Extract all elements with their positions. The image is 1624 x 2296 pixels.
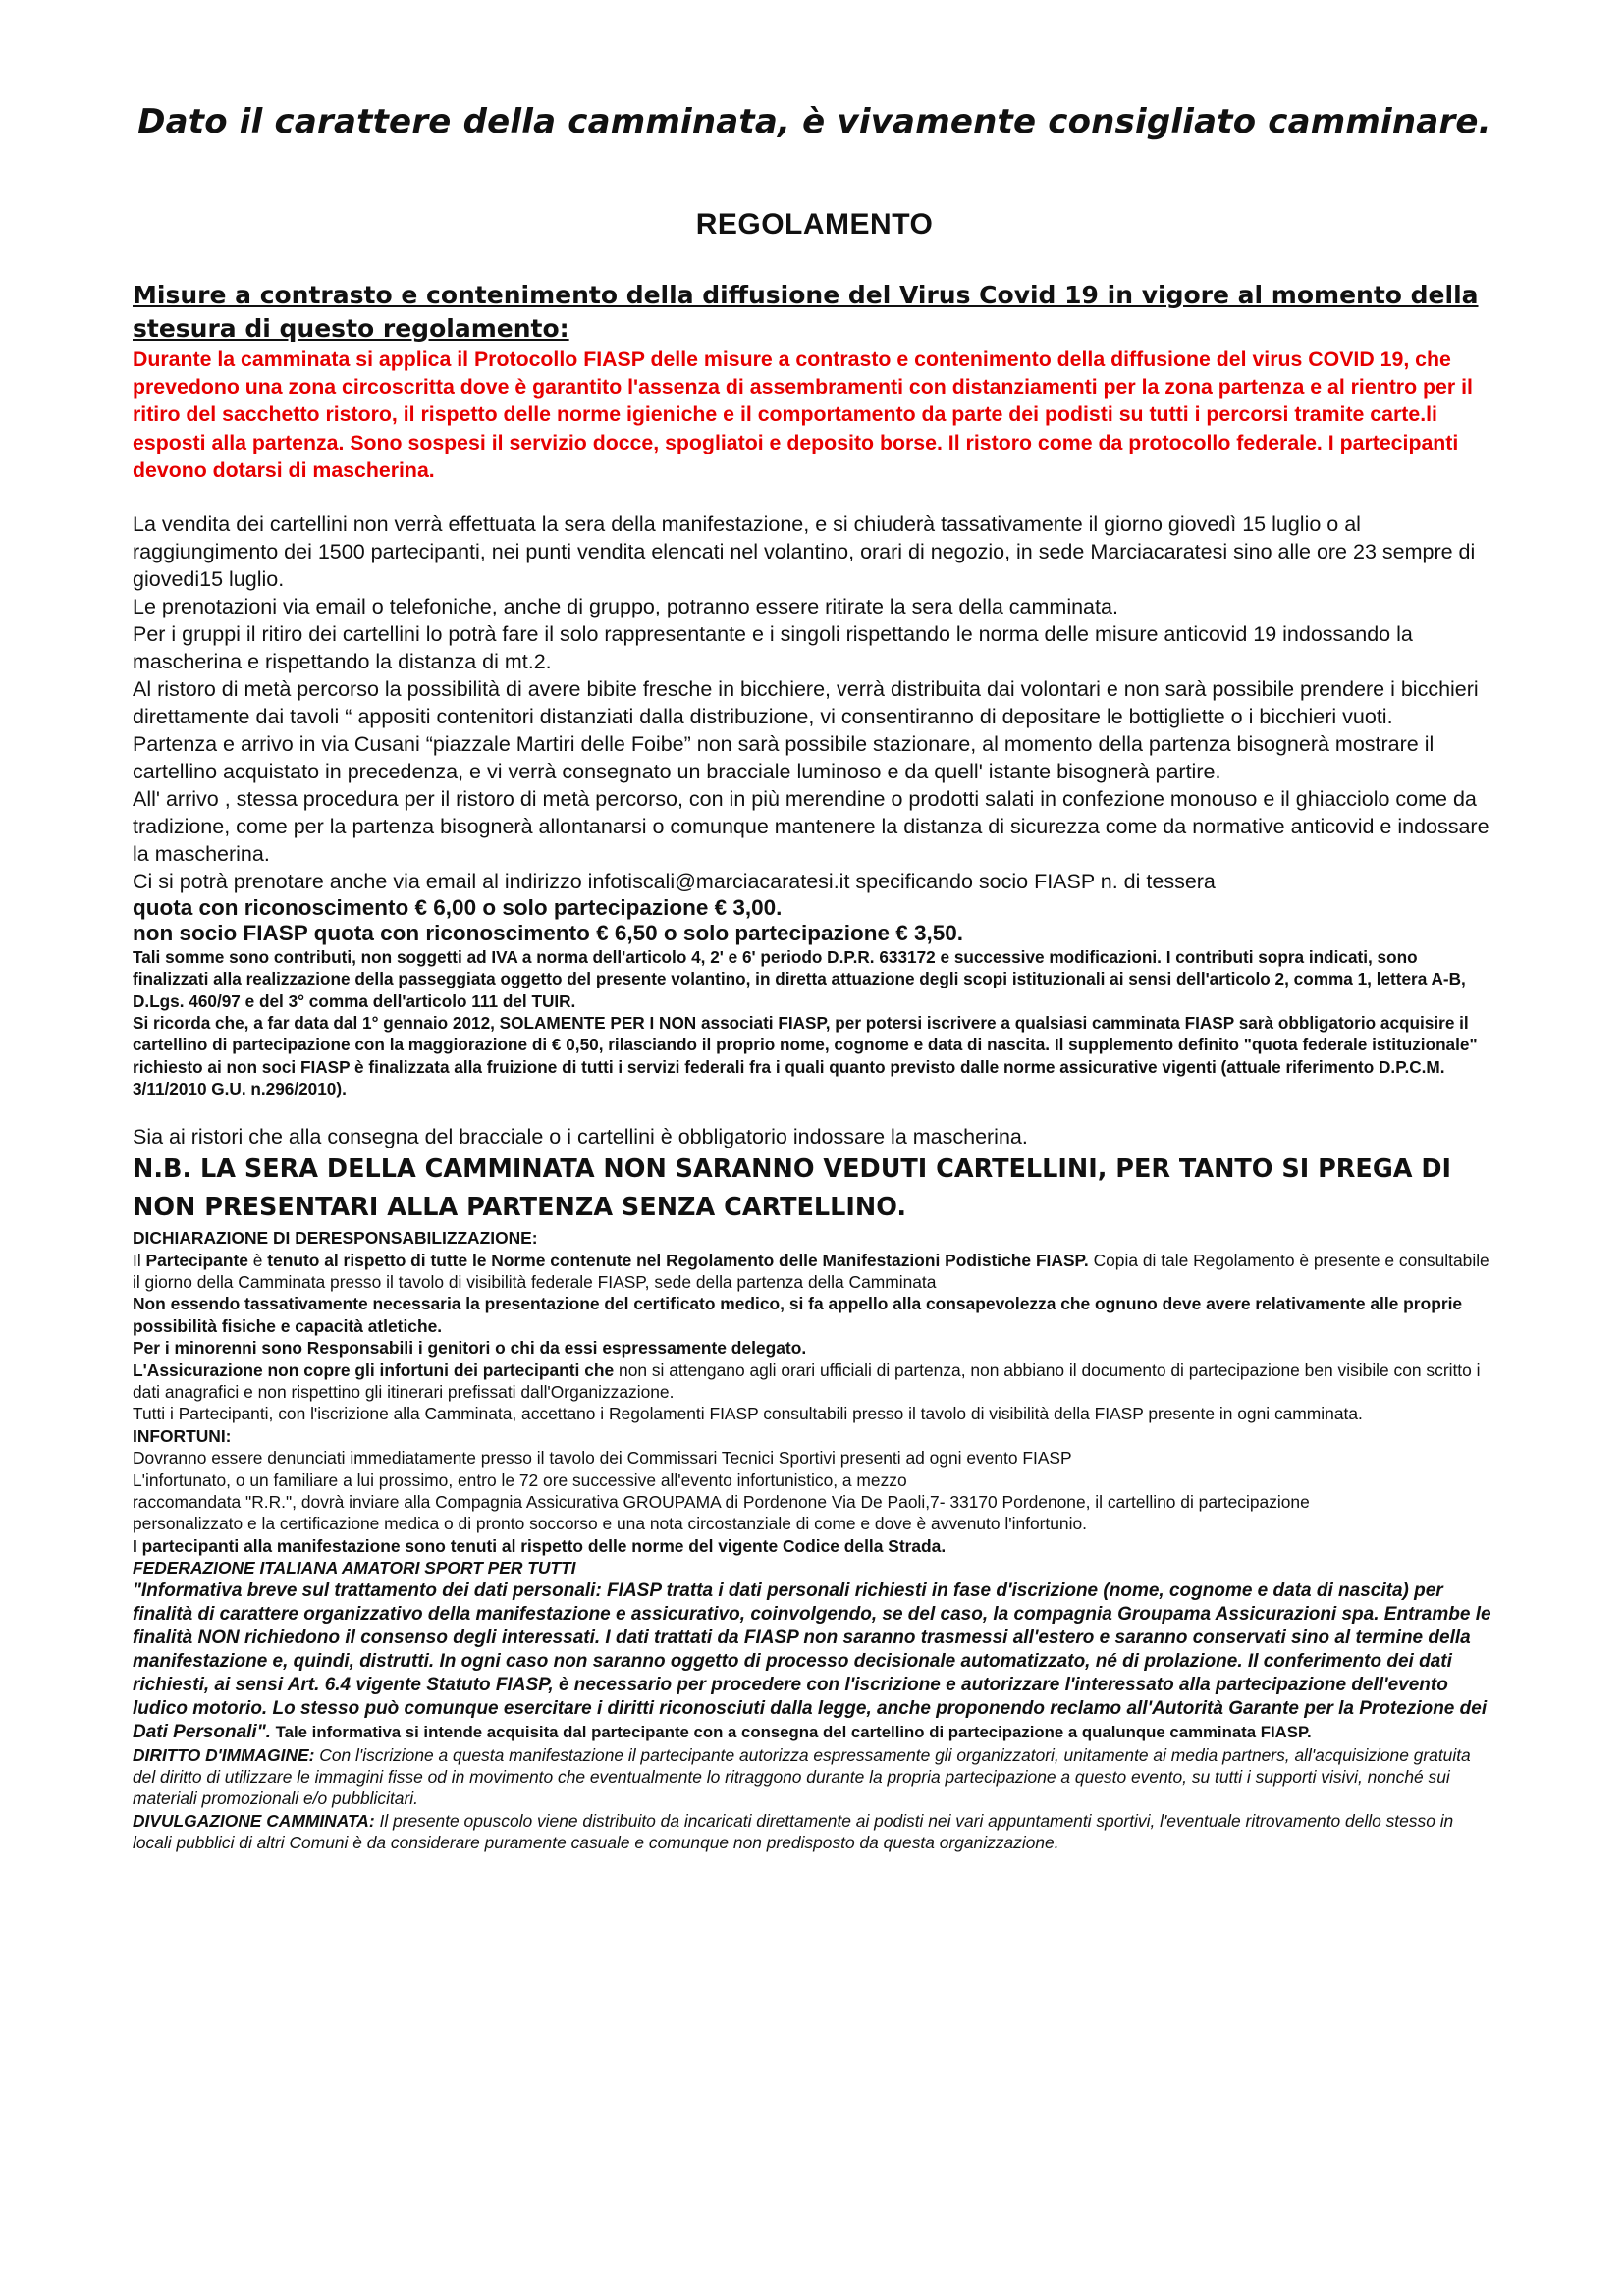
covid-protocol-text: Durante la camminata si applica il Protocollo FIASP delle misure a contrasto e contenimento della diffusione del virus COVID 19, che prevedono una zona circoscritta dove è garantito l'assenza di assembramenti con distanziamenti per la zona partenza e al rientro per il ritiro del sacchetto ristoro, il rispetto delle norme igieniche e il comportamento da parte dei podisti su tutti i percorsi tramite carte.li esposti alla partenza. Sono sospesi il servizio docce, spogliatoi e deposito borse. Il ristoro come da protocollo federale. I partecipanti devono dotarsi di mascherina.	[133, 347, 1473, 482]
image-rights: DIRITTO D'IMMAGINE: Con l'iscrizione a questa manifestazione il partecipante autorizza espressamente gli organizzatori, unitamente ai media partners, all'acquisizione gratuita del diritto di utilizzare le immagini fisse od in movimento che eventualmente lo ritraggono durante la propria partecipazione a questo evento, su tutti i supporti visivi, nonché sui materiali promozionali e/o pubblicitari.	[133, 1744, 1471, 1809]
quota-member: quota con riconoscimento € 6,00 o solo partecipazione € 3,00.	[133, 895, 783, 921]
disclaimer-line-3: Per i minorenni sono Responsabili i genitori o chi da essi espressamente delegato.	[133, 1338, 807, 1359]
infortuni-line-1: Dovranno essere denunciati immediatamente presso il tavolo dei Commissari Tecnici Sportivi presenti ad ogni evento FIASP	[133, 1448, 1072, 1468]
booking-paragraph: Le prenotazioni via email o telefoniche, anche di gruppo, potranno essere ritirate la sera della camminata.	[133, 595, 1118, 619]
spacer	[133, 484, 1496, 510]
infortuni-line-3: raccomandata "R.R.", dovrà inviare alla Compagnia Assicurativa GROUPAMA di Pordenone Via De Paoli,7- 33170 Pordenone, il cartellino di partecipazione	[133, 1491, 1310, 1512]
nb-notice: N.B. LA SERA DELLA CAMMINATA NON SARANNO VEDUTI CARTELLINI, PER TANTO SI PREGA DI NON PRESENTARI ALLA PARTENZA SENZA CARTELLINO.	[133, 1154, 1452, 1223]
mask-notice: Sia ai ristori che alla consegna del bracciale o i cartellini è obbligatorio indossare la mascherina.	[133, 1125, 1028, 1149]
disclaimer-line-5: Tutti i Partecipanti, con l'iscrizione alla Camminata, accettano i Regolamenti FIASP consultabili presso il tavolo di visibilità della FIASP presente in ogni camminata.	[133, 1404, 1363, 1424]
sale-paragraph: La vendita dei cartellini non verrà effettuata la sera della manifestazione, e si chiuderà tassativamente il giorno giovedì 15 luglio o al raggiungimento dei 1500 partecipanti, nei punti vendita elencati nel volantino, orari di negozio, in sede Marciacaratesi sino alle ore 23 sempre di giovedi15 luglio.	[133, 512, 1476, 592]
infortuni-line-4: personalizzato e la certificazione medica o di pronto soccorso e una nota circostanziale di come e dove è avvenuto l'infortunio.	[133, 1514, 1087, 1534]
refreshment-paragraph: Al ristoro di metà percorso la possibilità di avere bibite fresche in bicchiere, verrà distribuita dai volontari e non sarà possibile prendere i bicchieri direttamente dai tavoli “ appositi contenitori distanziati dalla distribuzione, vi consentiranno di depositare le bottigliette o i bicchieri vuoti.	[133, 677, 1479, 729]
iva-notice: Tali somme sono contributi, non soggetti ad IVA a norma dell'articolo 4, 2' e 6' periodo D.P.R. 633172 e successive modificazioni. I contributi sopra indicati, sono finalizzati alla realizzazione della passeggiata oggetto del presente volantino, in diretta attuazione degli scopi istituzionali ai sensi dell'articolo 2, comma 1, lettera A-B, D.Lgs. 460/97 e del 3° comma dell'articolo 111 del TUIR.	[133, 947, 1466, 1011]
start-paragraph: Partenza e arrivo in via Cusani “piazzale Martiri delle Foibe” non sarà possibile stazionare, al momento della partenza bisognerà mostrare il cartellino acquistato in precedenza, e vi verrà consegnato un bracciale luminoso e da quell' istante bisognerà partire.	[133, 732, 1435, 784]
federazione-name: FEDERAZIONE ITALIANA AMATORI SPORT PER TUTTI	[133, 1558, 576, 1578]
federal-fee-notice: Si ricorda che, a far data dal 1° gennaio 2012, SOLAMENTE PER I NON associati FIASP, per potersi iscrivere a qualsiasi camminata FIASP sarà obbligatorio acquisire il cartellino di partecipazione con la maggiorazione di € 0,50, rilasciando il proprio nome, cognome e data di nascita. Il supplemento definito "quota federale istituzionale" richiesto ai non soci FIASP è finalizzata alla fruizione di tutti i servizi federali fra i quali quanto previsto dalle norme assicurative vigenti (attuale riferimento D.P.C.M. 3/11/2010 G.U. n.296/2010).	[133, 1012, 1478, 1098]
disclaimer-line-4: L'Assicurazione non copre gli infortuni dei partecipanti che non si attengano agli orari ufficiali di partenza, non abbiano il documento di partecipazione ben visibile con scritto i dati anagrafici e non rispettino gli itinerari prefissati dall'Organizzazione.	[133, 1360, 1481, 1402]
quota-non-member: non socio FIASP quota con riconoscimento € 6,50 o solo partecipazione € 3,50.	[133, 921, 964, 946]
disclaimer-heading: DICHIARAZIONE DI DERESPONSABILIZZAZIONE:	[133, 1228, 538, 1249]
infortuni-line-5: I partecipanti alla manifestazione sono tenuti al rispetto delle norme del vigente Codice della Strada.	[133, 1535, 947, 1556]
email-paragraph: Ci si potrà prenotare anche via email al indirizzo infotiscali@marciacaratesi.it specificando socio FIASP n. di tessera	[133, 870, 1216, 894]
divulgazione-notice: DIVULGAZIONE CAMMINATA: Il presente opuscolo viene distribuito da incaricati direttamente ai podisti nei vari appuntamenti sportivi, l'eventuale ritrovamento dello stesso in locali pubblici di altri Comuni è da considerare puramente casuale e comunque non predisposto da questa organizzazione.	[133, 1810, 1454, 1853]
disclaimer-line-1: Il Partecipante è tenuto al rispetto di tutte le Norme contenute nel Regolamento delle Manifestazioni Podistiche FIASP. Copia di tale Regolamento è presente e consultabile il giorno della Camminata presso il tavolo di visibilità federale FIASP, sede della partenza della Camminata	[133, 1250, 1489, 1292]
arrival-paragraph: All' arrivo , stessa procedura per il ristoro di metà percorso, con in più merendine o prodotti salati in confezione monouso e il ghiacciolo come da tradizione, come per la partenza bisognerà allontanarsi o comunque mantenere la distanza di sicurezza come da normative anticovid e indossare la mascherina.	[133, 787, 1489, 867]
spacer	[133, 1099, 1496, 1123]
groups-paragraph: Per i gruppi il ritiro dei cartellini lo potrà fare il solo rappresentante e i singoli rispettando le norma delle misure anticovid 19 indossando la mascherina e rispettando la distanza di mt.2.	[133, 622, 1413, 674]
covid-heading: Misure a contrasto e contenimento della diffusione del Virus Covid 19 in vigore al momento della stesura di questo regolamento:	[133, 281, 1479, 343]
infortuni-heading: INFORTUNI:	[133, 1425, 232, 1446]
privacy-notice: "Informativa breve sul trattamento dei dati personali: FIASP tratta i dati personali richiesti in fase d'iscrizione (nome, cognome e data di nascita) per finalità di carattere organizzativo della manifestazione e assicurativo, coinvolgendo, se del caso, la compagnia Groupama Assicurazioni spa. Entrambe le finalità NON richiedono il consenso degli interessati. I dati trattati da FIASP non saranno trasmessi all'estero e saranno conservati sino al termine della manifestazione e, quindi, distrutti. In ogni caso non saranno oggetto di processo decisionale automatizzato, né di prolazione. Il conferimento dei dati richiesti, ai sensi Art. 6.4 vigente Statuto FIASP, è necessario per procedere con l'iscrizione e autorizzare l'interessato alla partecipazione dell'evento ludico motorio. Lo stesso può comunque esercitare i diritti riconosciuti dalla legge, anche proponendo reclamo all'Autorità Garante per la Protezione dei Dati Personali". Tale informativa si intende acquisita dal partecipante con a consegna del cartellino di partecipazione a qualunque camminata FIASP.	[133, 1579, 1491, 1742]
headline: Dato il carattere della camminata, è vivamente consigliato camminare.	[137, 102, 1491, 141]
regolamento-title: REGOLAMENTO	[695, 208, 934, 240]
disclaimer-line-2: Non essendo tassativamente necessaria la presentazione del certificato medico, si fa appello alla consapevolezza che ognuno deve avere relativamente alle proprie possibilità fisiche e capacità atletiche.	[133, 1294, 1463, 1336]
infortuni-line-2: L'infortunato, o un familiare a lui prossimo, entro le 72 ore successive all'evento infortunistico, a mezzo	[133, 1469, 907, 1490]
